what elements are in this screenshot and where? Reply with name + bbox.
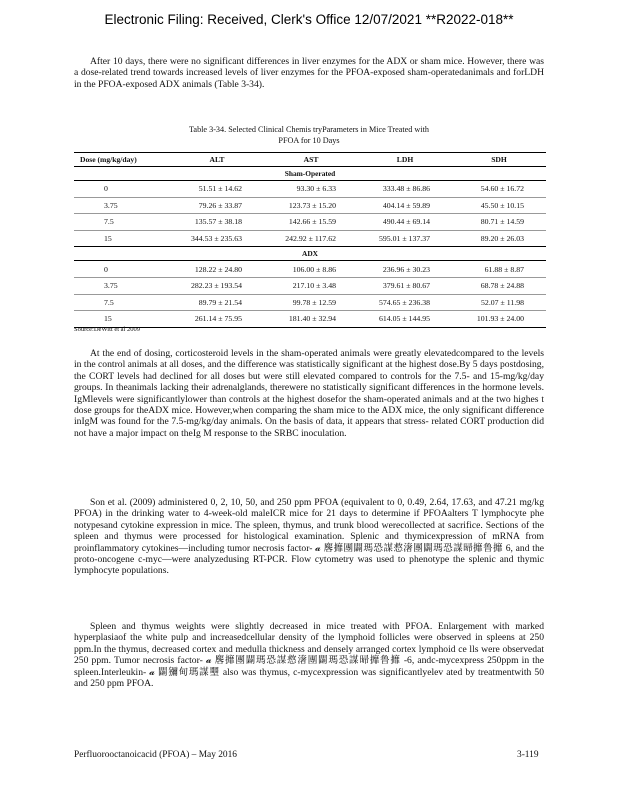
paragraph-text: Spleen and thymus weights were slightly decreased in mice treated with PFOA. Enlargement with marked hyperplasiaof the white pulp and increasedcellular density of the lymphoid follicles were observed in spleens at 250 ppm.In the thymus, decreased cortex and medulla thickness and densely arranged cortex lymphoid ce lls were observedat 250 ppm. Tumor necrosis factor- 𝓪 麐攠團闢瑪恐謀慦㵔團闢瑪恐謀㫶攠鲁攠 -6, andc-mycexpress 250ppm in the spleen.Interleukin- 𝓪 闢獼甸瑪謀壨 also was thymus, c-mycexpression was significantlyelev ated by treatmentwith 50 and 250 ppm PFOA. bbox=[74, 621, 544, 690]
filing-header: Electronic Filing: Received, Clerk's Office 12/07/2021 **R2022-018** bbox=[104, 12, 514, 27]
paragraph-spleen-thymus bbox=[74, 621, 544, 689]
table-caption bbox=[74, 124, 544, 146]
group-row-sham bbox=[74, 167, 546, 181]
dose-cell: 15 bbox=[74, 230, 170, 247]
table-row bbox=[74, 277, 546, 294]
alt-cell: 261.14 ± 75.95 bbox=[170, 311, 264, 328]
ldh-cell: 614.05 ± 144.95 bbox=[358, 311, 452, 328]
ldh-cell: 333.48 ± 86.86 bbox=[382, 184, 430, 194]
group-row-adx bbox=[74, 247, 546, 261]
ldh-cell: 574.65 ± 236.38 bbox=[358, 294, 452, 311]
ldh-cell: 236.96 ± 30.23 bbox=[382, 264, 430, 274]
dose-cell: 0 bbox=[104, 184, 108, 194]
dose-cell: 0 bbox=[104, 264, 108, 274]
alt-cell: 128.22 ± 24.80 bbox=[194, 264, 242, 274]
sdh-cell: 68.78 ± 24.88 bbox=[452, 277, 546, 294]
footer-document-title: Perfluorooctanoicacid (PFOA) – May 2016 bbox=[74, 750, 237, 760]
paragraph-corticosteroid bbox=[74, 348, 544, 439]
ast-cell: 123.73 ± 15.20 bbox=[264, 197, 358, 214]
ldh-cell: 404.14 ± 59.89 bbox=[358, 197, 452, 214]
sdh-cell: 101.93 ± 24.00 bbox=[452, 311, 546, 328]
ast-cell: 181.40 ± 32.94 bbox=[264, 311, 358, 328]
table-row bbox=[74, 197, 546, 214]
column-header-ldh: LDH bbox=[358, 153, 452, 167]
ldh-cell: 379.61 ± 80.67 bbox=[358, 277, 452, 294]
table-caption-line2: PFOA for 10 Days bbox=[278, 136, 340, 145]
ast-cell: 217.10 ± 3.48 bbox=[264, 277, 358, 294]
paragraph-text: At the end of dosing, corticosteroid levels in the sham-operated animals were greatly elevatedcompared to the levels in the control animals at all doses, and the difference was statistically significant at the highest dose.By 5 days postdosing, the CORT levels had declined for all doses but were still elevated compared to controls for the 7.5- and 15-mg/kg/day groups. In theanimals lacking their adrenalglands, therewere no statistically significant differences in the hormone levels. IgMlevels were significantlylower than controls at the highest dosefor the sham-operated animals and at the two highes t dose groups for theADX mice. However,when comparing the sham mice to the ADX mice, the only significant difference inIgM was found for the 7.5-mg/kg/day animals. On the basis of data, it appears that stress- related CORT production did not have a major impact on theIg M response to the SRBC inoculation. bbox=[74, 348, 544, 439]
column-header-alt: ALT bbox=[170, 153, 264, 167]
table-row bbox=[74, 214, 546, 231]
paragraph-text: Son et al. (2009) administered 0, 2, 10, 50, and 250 ppm PFOA (equivalent to 0, 0.49, 2.64, 17.63, and 47.21 mg/kg PFOA) in the drinking water to 4-week-old maleICR mice for 21 days to determine if PFOAalters T lymphocyte phe notypesand cytokine expression in mice. The spleen, thymus, and trunk blood werecollected at sacrifice. Sections of the spleen and thymus were processed for histological examination. Splenic and thymicexpression of mRNA from proinflammatory cytokines—including tumor necrosis factor- 𝓪 麐攠團闢瑪恐謀慦㵔團闢瑪恐謀㫶攠鲁攠 6, and the proto-oncogene c-myc—were analyzedusing RT-PCR. Flow cytometry was used to phenotype the splenic and thymic lymphocyte populations. bbox=[74, 497, 544, 577]
column-header-dose: Dose (mg/kg/day) bbox=[74, 153, 170, 167]
paragraph-text: After 10 days, there were no significant differences in liver enzymes for the ADX or sham mice. However, there was a dose-related trend towards increased levels of liver enzymes for the PFOA-exposed sham-operatedanimals and forLDH in the PFOA-exposed ADX animals (Table 3-34). bbox=[74, 56, 544, 90]
sdh-cell: 45.50 ± 10.15 bbox=[452, 197, 546, 214]
alt-cell: 135.57 ± 38.18 bbox=[170, 214, 264, 231]
paragraph-liver-enzymes bbox=[74, 56, 544, 90]
alt-cell: 51.51 ± 14.62 bbox=[198, 184, 242, 194]
ldh-cell: 490.44 ± 69.14 bbox=[358, 214, 452, 231]
alt-cell: 282.23 ± 193.54 bbox=[170, 277, 264, 294]
sdh-cell: 54.60 ± 16.72 bbox=[480, 184, 524, 194]
column-header-ast: AST bbox=[264, 153, 358, 167]
ldh-cell: 595.01 ± 137.37 bbox=[358, 230, 452, 247]
table-row bbox=[74, 181, 546, 198]
paragraph-son-2009 bbox=[74, 497, 544, 577]
dose-cell: 15 bbox=[74, 311, 170, 328]
alt-cell: 344.53 ± 235.63 bbox=[170, 230, 264, 247]
group-label: ADX bbox=[74, 247, 546, 261]
ast-cell: 106.00 ± 8.86 bbox=[292, 264, 336, 274]
column-header-sdh: SDH bbox=[452, 153, 546, 167]
alt-cell: 79.26 ± 33.87 bbox=[170, 197, 264, 214]
table-row bbox=[74, 261, 546, 278]
table-header-row bbox=[74, 153, 546, 167]
dose-cell: 3.75 bbox=[74, 197, 170, 214]
table-source: Source:DeWitt et al 2009 bbox=[74, 326, 140, 333]
table-row bbox=[74, 311, 546, 328]
sdh-cell: 61.88 ± 8.87 bbox=[484, 264, 524, 274]
dose-cell: 7.5 bbox=[74, 294, 170, 311]
table-row bbox=[74, 230, 546, 247]
sdh-cell: 80.71 ± 14.59 bbox=[452, 214, 546, 231]
group-label: Sham-Operated bbox=[74, 167, 546, 181]
clinical-chemistry-table bbox=[74, 152, 546, 328]
alt-cell: 89.79 ± 21.54 bbox=[170, 294, 264, 311]
ast-cell: 93.30 ± 6.33 bbox=[296, 184, 336, 194]
sdh-cell: 89.20 ± 26.03 bbox=[452, 230, 546, 247]
ast-cell: 242.92 ± 117.62 bbox=[264, 230, 358, 247]
dose-cell: 3.75 bbox=[74, 277, 170, 294]
table-row bbox=[74, 294, 546, 311]
sdh-cell: 52.07 ± 11.98 bbox=[452, 294, 546, 311]
ast-cell: 142.66 ± 15.59 bbox=[264, 214, 358, 231]
footer-page-number: 3-119 bbox=[517, 750, 539, 760]
dose-cell: 7.5 bbox=[74, 214, 170, 231]
ast-cell: 99.78 ± 12.59 bbox=[264, 294, 358, 311]
table-caption-line1: Table 3-34. Selected Clinical Chemis tryParameters in Mice Treated with bbox=[189, 125, 429, 134]
